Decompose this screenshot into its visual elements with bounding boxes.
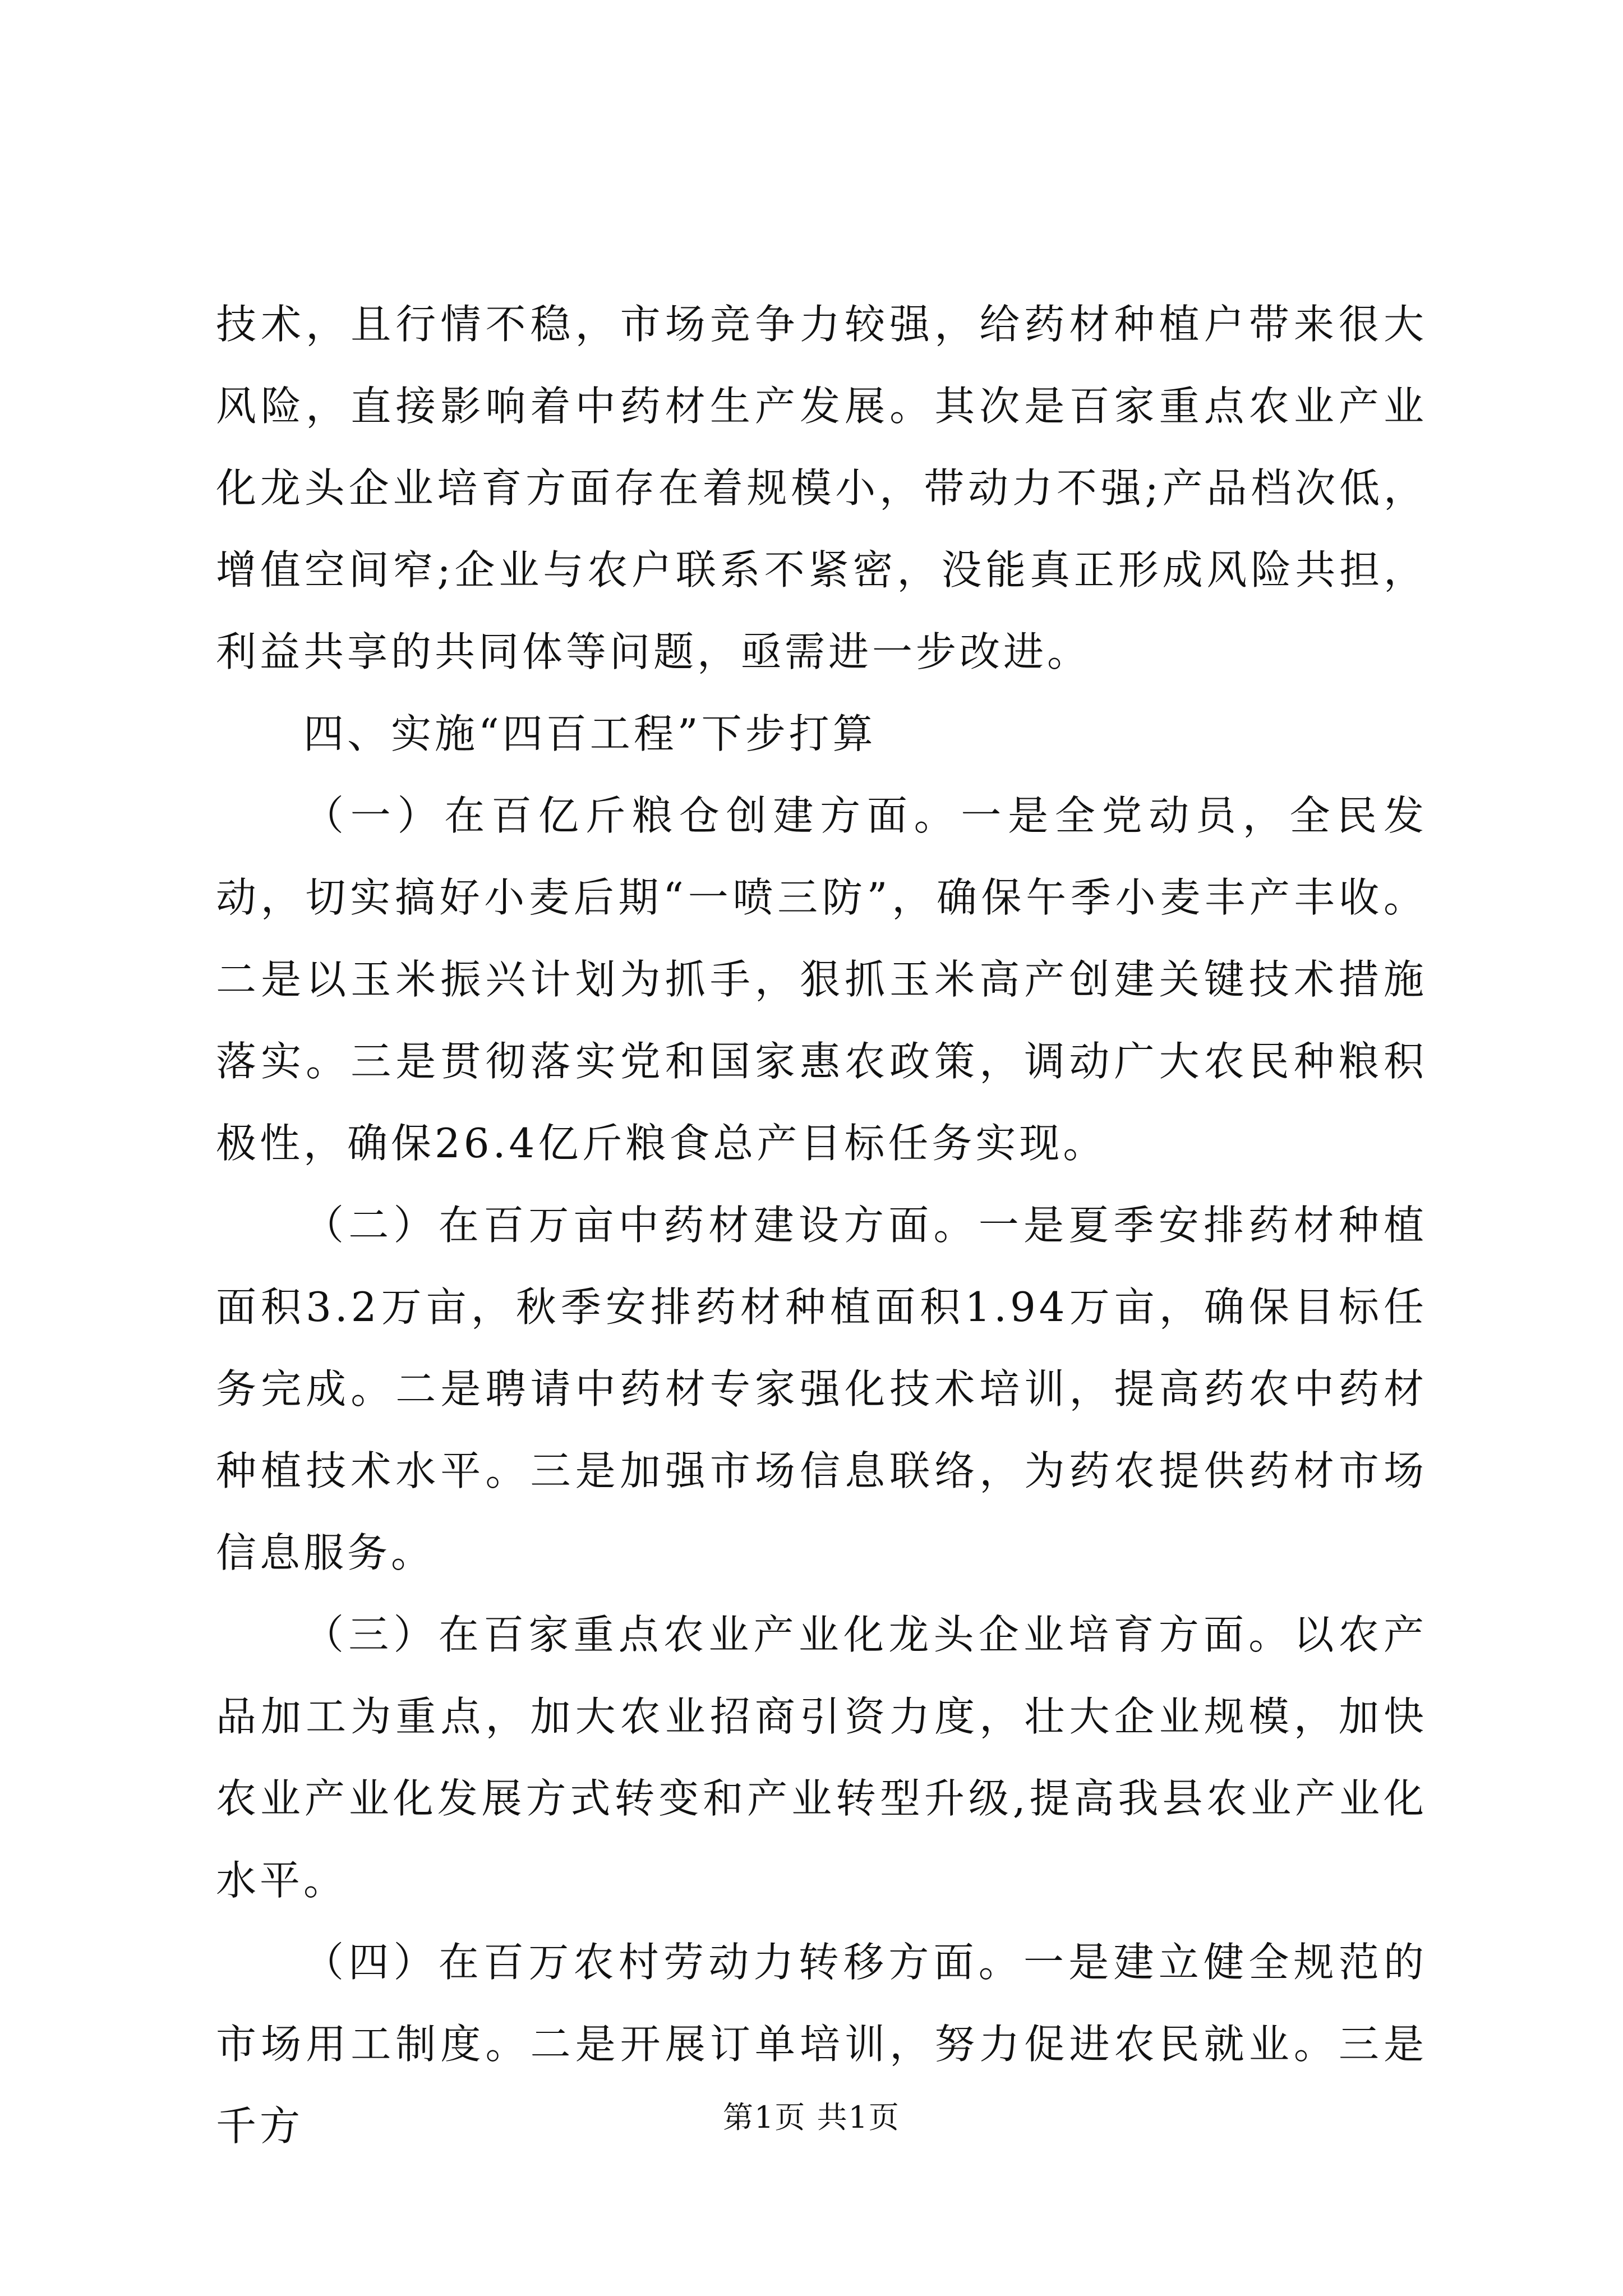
paragraph-enterprises: （三）在百家重点农业产业化龙头企业培育方面。以农产品加工为重点，加大农业招商引资力度，壮大企业规模，加快农业产业化发展方式转变和产业转型升级,提高我县农业产业化水平。: [216, 1611, 1427, 1904]
document-body: [216, 283, 1427, 2167]
paragraph-continued: 技术，且行情不稳，市场竞争力较强，给药材种植户带来很大风险，直接影响着中药材生产发展。其次是百家重点农业产业化龙头企业培育方面存在着规模小，带动力不强;产品档次低，增值空间窄;企业与农户联系不紧密，没能真正形成风险共担，利益共享的共同体等问题，亟需进一步改进。: [216, 301, 1427, 675]
paragraph-grain: （一）在百亿斤粮仓创建方面。一是全党动员，全民发动，切实搞好小麦后期“一喷三防”，确保午季小麦丰产丰收。二是以玉米振兴计划为抓手，狠抓玉米高产创建关键技术措施落实。三是贯彻落实党和国家惠农政策，调动广大农民种粮积极性，确保26.4亿斤粮食总产目标任务实现。: [216, 792, 1427, 1167]
paragraph-herbs: （二）在百万亩中药材建设方面。一是夏季安排药材种植面积3.2万亩，秋季安排药材种植面积1.94万亩，确保目标任务完成。二是聘请中药材专家强化技术培训，提高药农中药材种植技术水平。三是加强市场信息联络，为药农提供药材市场信息服务。: [216, 1202, 1427, 1576]
paragraph-labor: （四）在百万农村劳动力转移方面。一是建立健全规范的市场用工制度。二是开展订单培训，努力促进农民就业。三是千方: [216, 1939, 1427, 2150]
section-heading: 四、实施“四百工程”下步打算: [303, 710, 877, 757]
page-footer: 第1页 共1页: [723, 2100, 900, 2135]
